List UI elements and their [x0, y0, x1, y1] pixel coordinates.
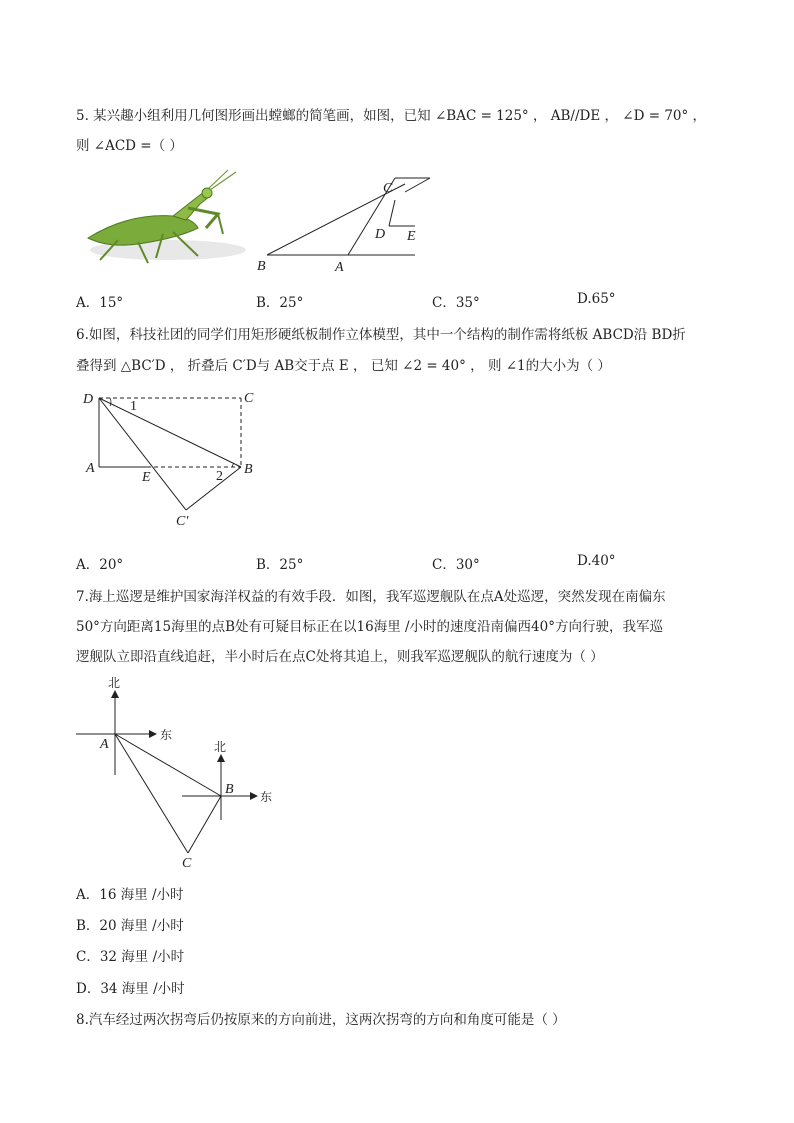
q7-stem-line2: 50°方向距离15海里的点B处有可疑目标正在以16海里 /小时的速度沿南偏西40°方向行驶，我军巡 [76, 619, 663, 635]
q7-option-a: A．16 海里 /小时 [76, 887, 184, 903]
label-d: D [83, 392, 94, 407]
q5-stem-line1: 5. 某兴趣小组利用几何图形画出螳螂的简笔画，如图，已知 ∠BAC = 125° ， AB//DE ， ∠D = 70° ， [76, 108, 707, 124]
q7-option-c: C．32 海里 /小时 [76, 949, 185, 965]
label-east-a: 东 [160, 728, 173, 742]
q7-option-b: B．20 海里 /小时 [76, 918, 184, 934]
fold-line-bd [99, 398, 241, 467]
line-bc-prime [186, 467, 241, 510]
label-c: C [383, 181, 393, 196]
q6-stem-line2: 叠得到 △BC′D ， 折叠后 C′D与 AB交于点 E ， 已知 ∠2 = 40° ， 则 ∠1的大小为（ ） [76, 358, 611, 374]
q5-option-b: B．25° [256, 295, 304, 311]
q7-direction-figure [70, 675, 290, 870]
q5-stem-line2: 则 ∠ACD =（ ） [76, 138, 183, 154]
label-b: B [225, 782, 234, 797]
label-c: C [182, 856, 192, 871]
label-e: E [407, 229, 416, 244]
q6-option-c: C．30° [432, 557, 480, 573]
path-bc [188, 796, 221, 853]
q5-option-c: C．35° [432, 295, 480, 311]
q5-option-d: D.65° [577, 291, 616, 307]
label-east-b: 东 [260, 790, 273, 804]
label-c-prime: C′ [176, 514, 189, 529]
q8-stem-line1: 8.汽车经过两次拐弯后仍按原来的方向前进，这两次拐弯的方向和角度可能是（ ） [76, 1012, 566, 1028]
label-angle-2: 2 [216, 469, 223, 484]
line-dc-prime [99, 398, 186, 510]
label-a: A [100, 737, 109, 752]
label-north-b: 北 [214, 740, 227, 754]
label-e: E [142, 470, 151, 485]
label-d: D [375, 227, 386, 242]
q6-option-b: B．25° [256, 557, 304, 573]
label-c: C [244, 391, 254, 406]
line-cd [389, 200, 395, 226]
q5-geometry-figure [255, 172, 425, 277]
label-north-a: 北 [108, 676, 121, 690]
label-a: A [86, 461, 95, 476]
q5-option-a: A．15° [76, 295, 124, 311]
q7-stem-line3: 逻舰队立即沿直线追赶，半小时后在点C处将其追上，则我军巡逻舰队的航行速度为（ ） [76, 649, 604, 665]
label-angle-1: 1 [130, 399, 137, 414]
label-b: B [244, 462, 253, 477]
path-ac [115, 734, 188, 853]
q6-stem-line1: 6.如图，科技社团的同学们用矩形硬纸板制作立体模型，其中一个结构的制作需将纸板 ABCD沿 BD折 [76, 327, 686, 343]
label-a: A [335, 260, 344, 275]
q6-option-a: A．20° [76, 557, 124, 573]
q6-option-d: D.40° [577, 553, 616, 569]
label-b: B [257, 259, 266, 274]
q6-geometry-figure [82, 385, 267, 530]
q7-option-d: D．34 海里 /小时 [76, 981, 185, 997]
mantis-image [78, 168, 253, 268]
path-ab [115, 734, 221, 796]
q7-stem-line1: 7.海上巡逻是维护国家海洋权益的有效手段．如图，我军巡逻舰队在点A处巡逻，突然发现在南偏东 [76, 589, 666, 605]
